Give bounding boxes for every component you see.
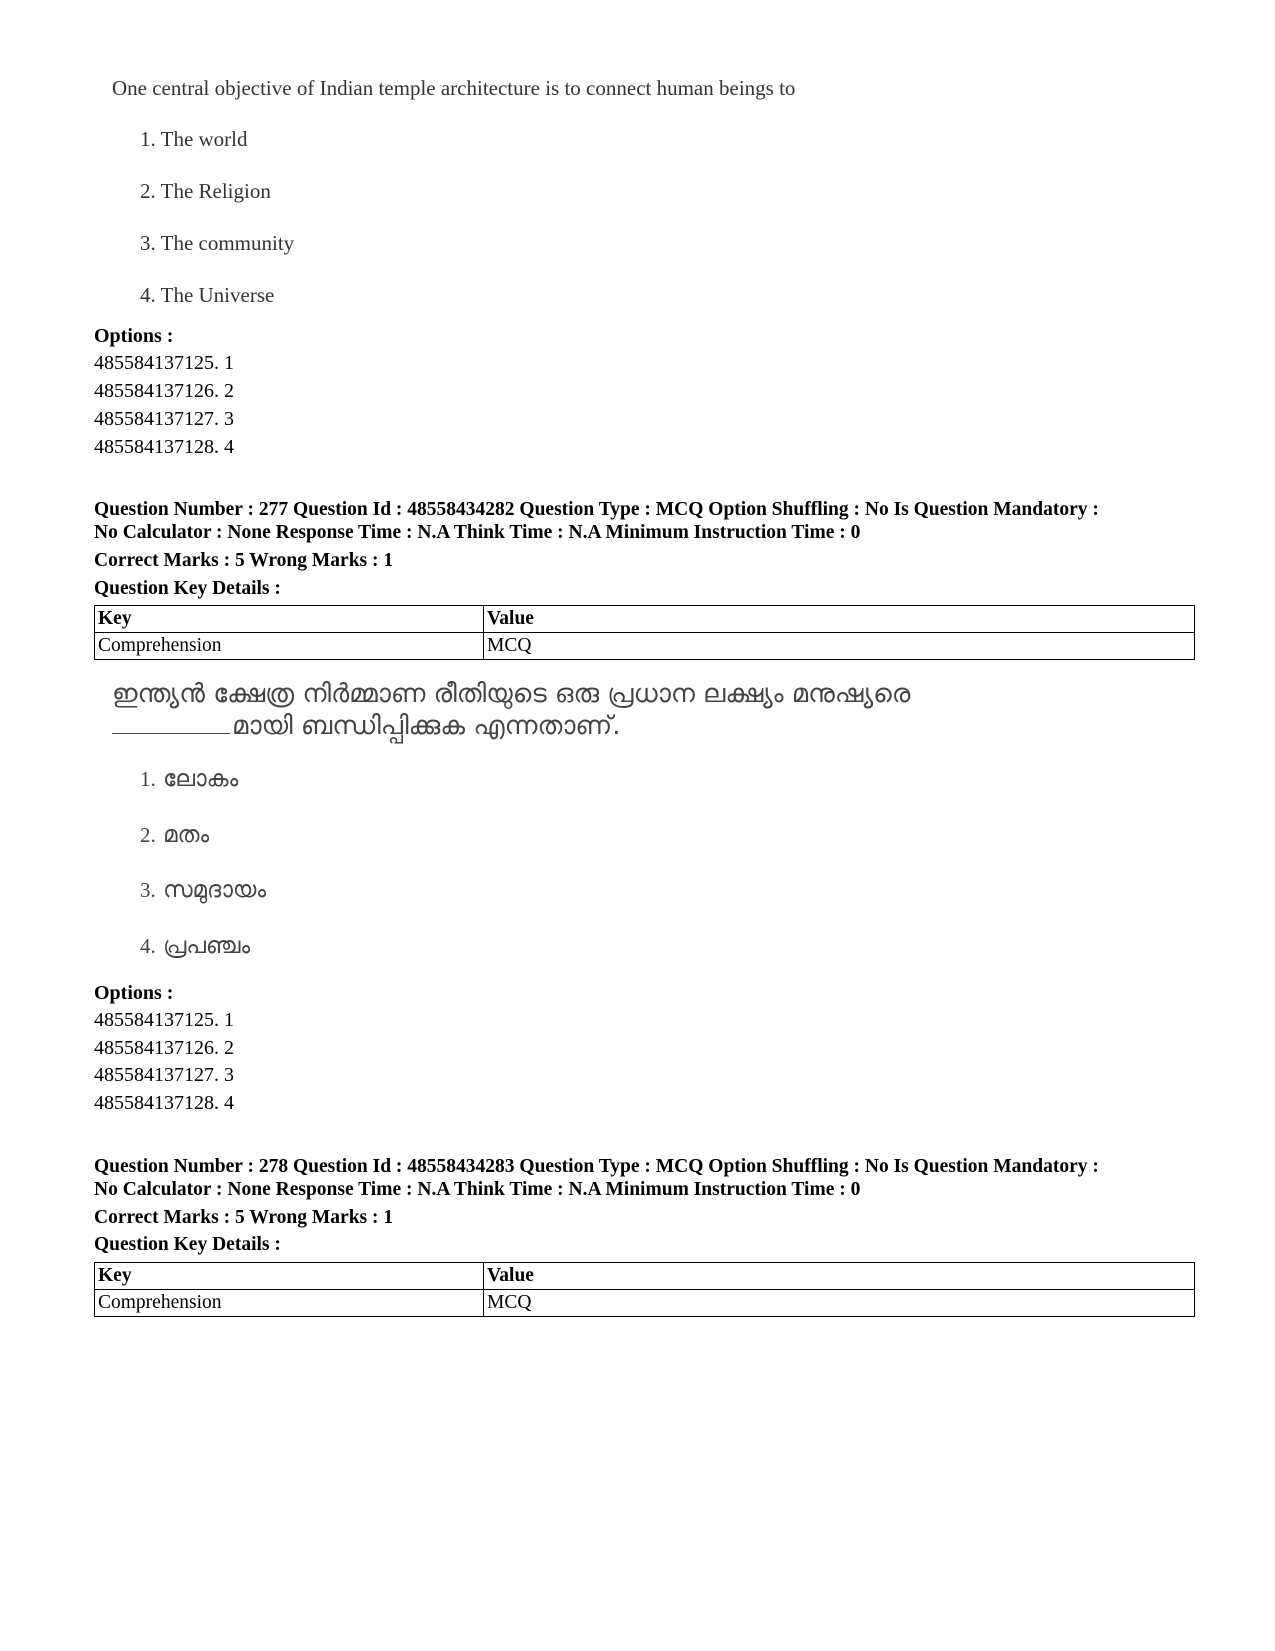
choice-4 bbox=[140, 933, 250, 959]
question-277-key-details: Question Key Details : bbox=[94, 578, 281, 599]
value-cell: MCQ bbox=[484, 1290, 1195, 1317]
option-id-3: 485584137127. 3 bbox=[94, 1064, 234, 1086]
question-277-meta-line1: Question Number : 277 Question Id : 48558434282 Question Type : MCQ Option Shuffling : No Is Question Mandatory : bbox=[94, 499, 1099, 520]
choice-number: 2. bbox=[140, 823, 156, 847]
question-stem-line2-text: മായി ബന്ധിപ്പിക്കുക എന്നതാണ്. bbox=[232, 711, 621, 741]
choice-3: 3. The community bbox=[140, 231, 295, 255]
option-id-4: 485584137128. 4 bbox=[94, 1092, 234, 1114]
value-header: Value bbox=[484, 1263, 1195, 1290]
option-id-1: 485584137125. 1 bbox=[94, 1009, 234, 1031]
choice-text: മതം bbox=[163, 822, 210, 848]
table-row bbox=[95, 633, 1195, 660]
key-header: Key bbox=[95, 1263, 484, 1290]
key-header: Key bbox=[95, 606, 484, 633]
key-cell: Comprehension bbox=[95, 633, 484, 660]
choice-2: 2. The Religion bbox=[140, 179, 271, 203]
choice-number: 1. bbox=[140, 767, 156, 791]
choice-4: 4. The Universe bbox=[140, 283, 275, 307]
question-278-meta-line1: Question Number : 278 Question Id : 48558434283 Question Type : MCQ Option Shuffling : No Is Question Mandatory : bbox=[94, 1156, 1099, 1177]
choice-text: പ്രപഞ്ചം bbox=[163, 933, 251, 959]
question-stem-line1: ഇന്ത്യൻ ക്ഷേത്ര നിർമ്മാണ രീതിയുടെ ഒരു പ്രധാന ലക്ഷ്യം മനുഷ്യരെ bbox=[112, 679, 911, 709]
choice-number: 3. bbox=[140, 878, 156, 902]
table-row bbox=[95, 1290, 1195, 1317]
choice-2 bbox=[140, 822, 209, 848]
options-heading: Options : bbox=[94, 982, 174, 1004]
choice-text: ലോകം bbox=[163, 766, 239, 792]
value-header: Value bbox=[484, 606, 1195, 633]
options-heading: Options : bbox=[94, 325, 174, 347]
option-id-2: 485584137126. 2 bbox=[94, 380, 234, 402]
option-id-2: 485584137126. 2 bbox=[94, 1037, 234, 1059]
question-277-key-table bbox=[94, 605, 1195, 660]
question-278-meta-line2: No Calculator : None Response Time : N.A Think Time : N.A Minimum Instruction Time : 0 bbox=[94, 1179, 861, 1200]
table-header-row bbox=[95, 606, 1195, 633]
question-278-key-table bbox=[94, 1262, 1195, 1317]
key-cell: Comprehension bbox=[95, 1290, 484, 1317]
choice-1 bbox=[140, 766, 238, 792]
choice-number: 4. bbox=[140, 934, 156, 958]
option-id-3: 485584137127. 3 bbox=[94, 408, 234, 430]
question-277-meta-line2: No Calculator : None Response Time : N.A Think Time : N.A Minimum Instruction Time : 0 bbox=[94, 522, 861, 543]
question-278-marks: Correct Marks : 5 Wrong Marks : 1 bbox=[94, 1207, 394, 1228]
option-id-1: 485584137125. 1 bbox=[94, 352, 234, 374]
value-cell: MCQ bbox=[484, 633, 1195, 660]
choice-3 bbox=[140, 877, 266, 903]
choice-1: 1. The world bbox=[140, 127, 248, 151]
question-278-key-details: Question Key Details : bbox=[94, 1234, 281, 1255]
choice-text: സമുദായം bbox=[163, 877, 266, 903]
question-stem: One central objective of Indian temple architecture is to connect human beings to bbox=[112, 76, 796, 100]
option-id-4: 485584137128. 4 bbox=[94, 436, 234, 458]
question-277-marks: Correct Marks : 5 Wrong Marks : 1 bbox=[94, 550, 394, 571]
table-header-row bbox=[95, 1263, 1195, 1290]
question-stem-line2 bbox=[112, 710, 620, 742]
answer-blank bbox=[112, 733, 230, 734]
